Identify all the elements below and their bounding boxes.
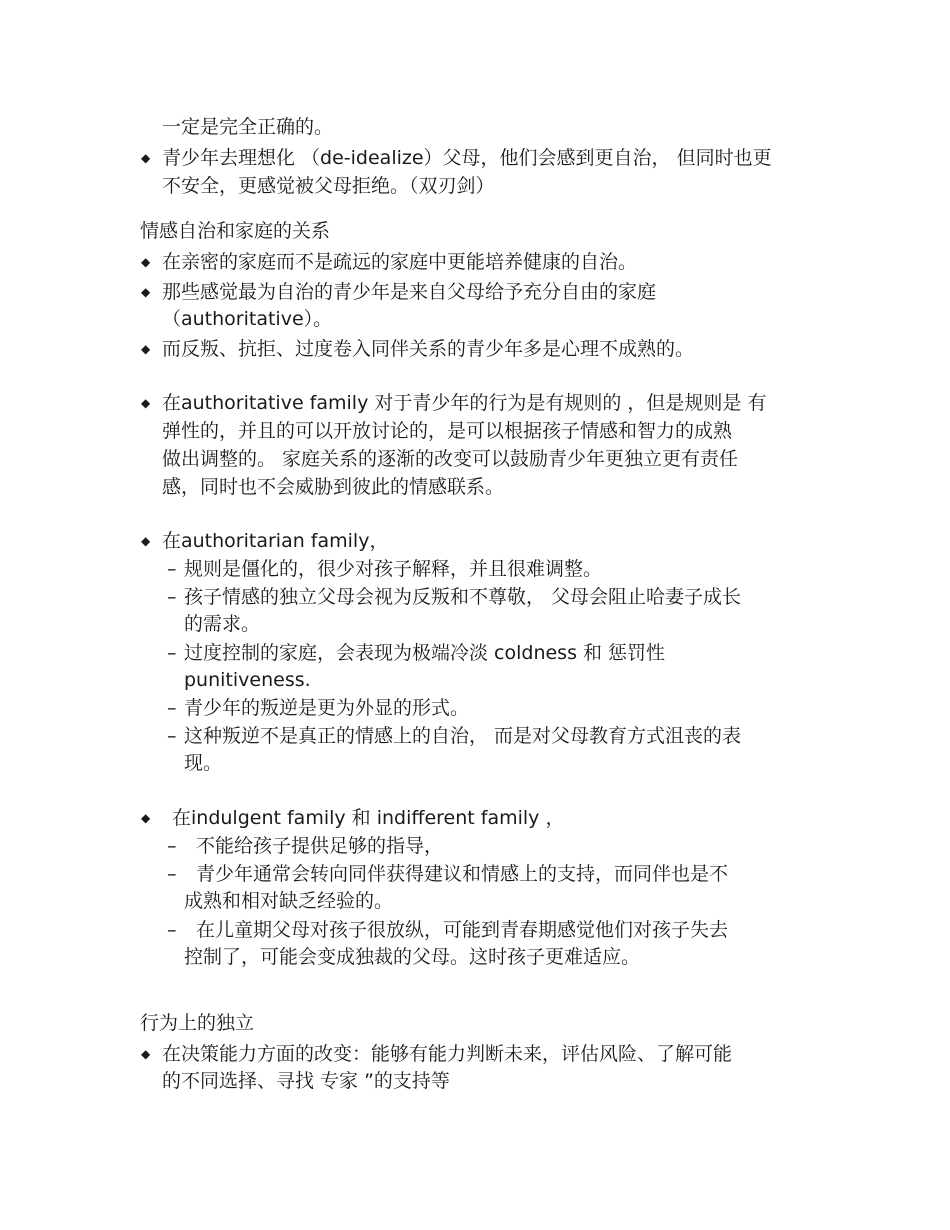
sub-item-text: 现。: [184, 752, 223, 774]
sub-item-text: 不能给孩子提供足够的指导，: [196, 835, 444, 857]
bullet-text: 不安全，更感觉被父母拒绝。（双刃剑）: [162, 175, 495, 197]
dash-marker: –: [167, 697, 177, 719]
dash-marker: –: [167, 586, 177, 608]
paragraph-text: 感，同时也不会威胁到彼此的情感联系。: [162, 476, 505, 498]
sub-item-text: 青少年通常会转向同伴获得建议和情感上的支持，而同伴也是不: [196, 863, 729, 885]
subsection-head: 在indulgent family 和 indifferent family ，: [172, 807, 565, 829]
dash-marker: –: [167, 558, 177, 580]
bullet-icon: ◆: [141, 534, 151, 548]
dash-marker: –: [167, 835, 177, 857]
sub-item-text: 成熟和相对缺乏经验的。: [184, 890, 394, 912]
bullet-text: （authoritative）。: [162, 308, 333, 330]
continuation-text: 一定是完全正确的。: [162, 116, 334, 138]
bullet-text: 的不同选择、寻找 专家 ”的支持等: [162, 1070, 450, 1092]
paragraph-text: 做出调整的。 家庭关系的逐渐的改变可以鼓励青少年更独立更有责任: [162, 448, 739, 470]
bullet-icon: ◆: [141, 255, 151, 269]
bullet-icon: ◆: [141, 396, 151, 410]
bullet-icon: ◆: [141, 151, 151, 165]
sub-item-text: 的需求。: [184, 613, 261, 635]
section-heading: 行为上的独立: [140, 1012, 255, 1034]
bullet-icon: ◆: [141, 1047, 151, 1061]
sub-item-text: 规则是僵化的，很少对孩子解释，并且很难调整。: [184, 558, 603, 580]
bullet-icon: ◆: [141, 285, 151, 299]
bullet-icon: ◆: [141, 811, 151, 825]
sub-item-text: 青少年的叛逆是更为外显的形式。: [184, 697, 470, 719]
sub-item-text: 孩子情感的独立父母会视为反叛和不尊敬， 父母会阻止哈妻子成长: [184, 586, 742, 608]
bullet-text: 在亲密的家庭而不是疏远的家庭中更能培养健康的自治。: [162, 251, 638, 273]
paragraph-text: 弹性的，并且的可以开放讨论的，是可以根据孩子情感和智力的成熟: [162, 420, 733, 442]
bullet-text: 而反叛、抗拒、过度卷入同伴关系的青少年多是心理不成熟的。: [162, 338, 695, 360]
dash-marker: –: [167, 863, 177, 885]
bullet-text: 那些感觉最为自治的青少年是来自父母给予充分自由的家庭: [162, 281, 657, 303]
bullet-text: 在决策能力方面的改变：能够有能力判断未来，评估风险、了解可能: [162, 1043, 733, 1065]
sub-item-text: 在儿童期父母对孩子很放纵，可能到青春期感觉他们对孩子失去: [196, 919, 729, 941]
bullet-text: 青少年去理想化 （de-idealize）父母，他们会感到更自治， 但同时也更: [162, 147, 772, 169]
subsection-head: 在authoritarian family，: [162, 530, 389, 552]
sub-item-text: 控制了，可能会变成独裁的父母。这时孩子更难适应。: [184, 946, 641, 968]
bullet-icon: ◆: [141, 342, 151, 356]
dash-marker: –: [167, 725, 177, 747]
paragraph-text: 在authoritative family 对于青少年的行为是有规则的 ，但是规则是 有: [162, 392, 767, 414]
sub-item-text: 这种叛逆不是真正的情感上的自治， 而是对父母教育方式沮丧的表: [184, 725, 742, 747]
dash-marker: –: [167, 919, 177, 941]
section-heading: 情感自治和家庭的关系: [140, 220, 331, 242]
sub-item-text: 过度控制的家庭，会表现为极端冷淡 coldness 和 惩罚性: [184, 642, 666, 664]
dash-marker: –: [167, 642, 177, 664]
sub-item-text: punitiveness.: [184, 669, 311, 691]
